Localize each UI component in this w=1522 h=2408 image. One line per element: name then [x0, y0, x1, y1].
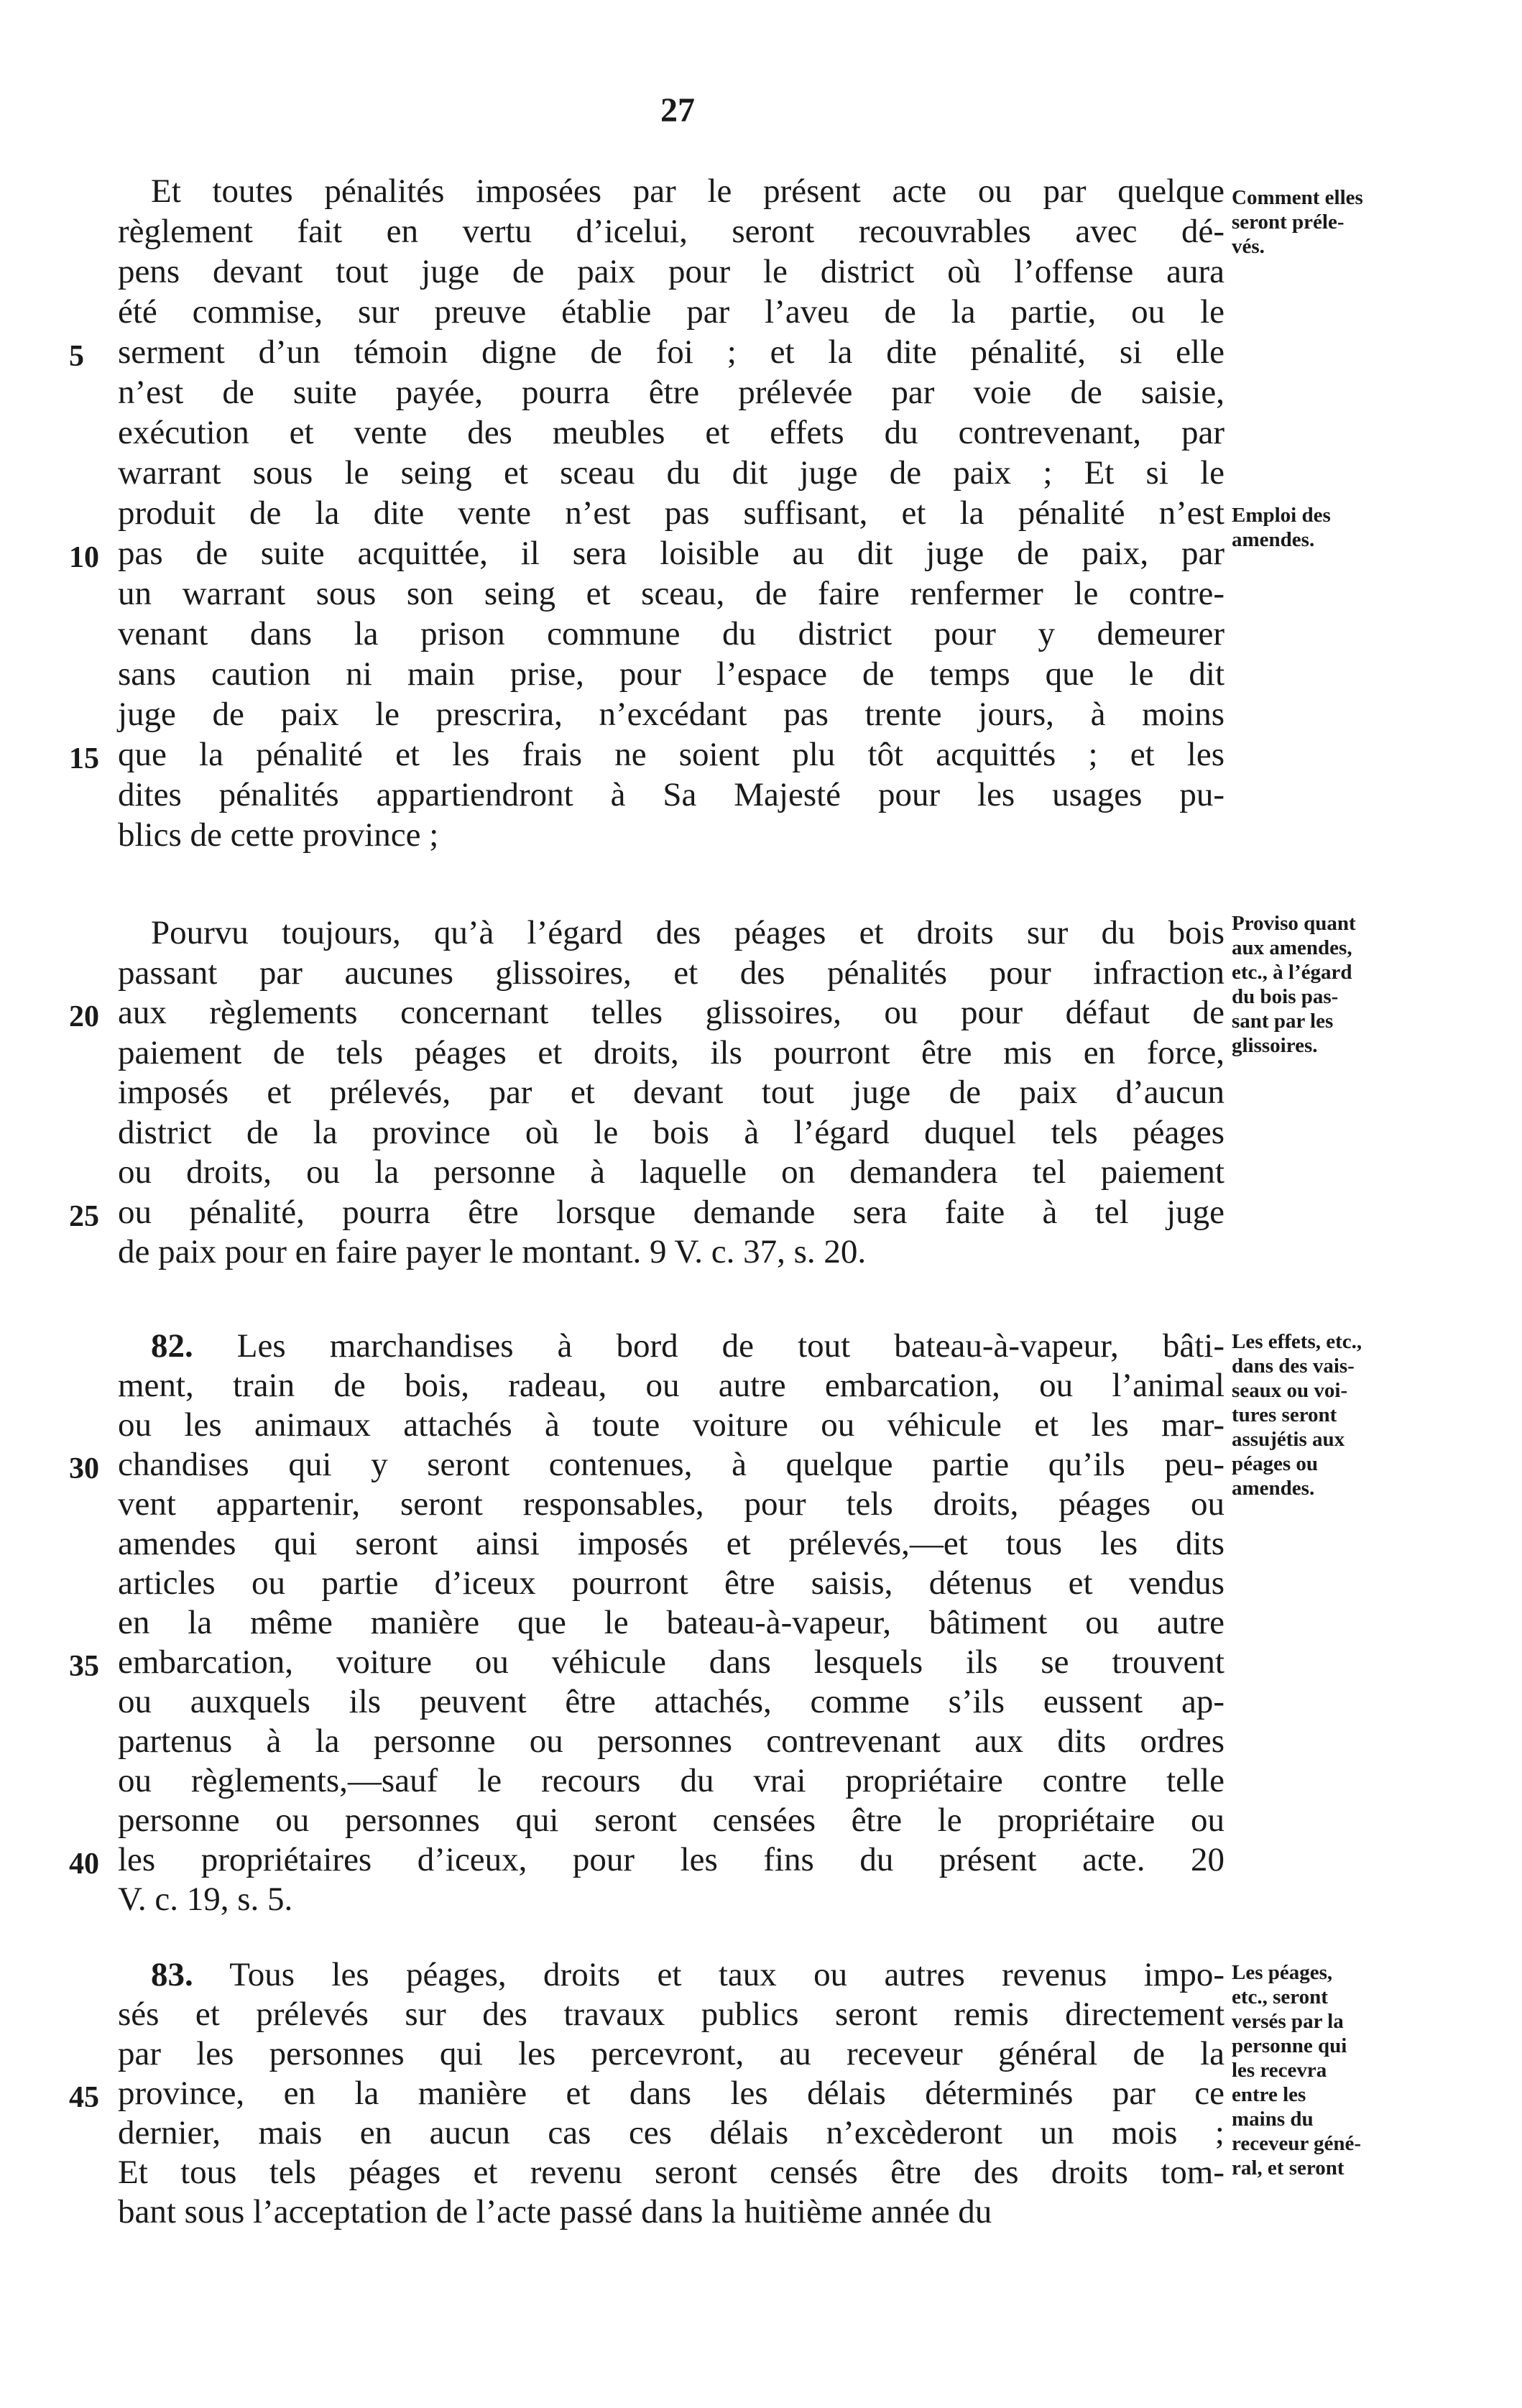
text-line: ou auxquels ils peuvent être attachés, comme s’ils eussent ap-	[118, 1683, 1224, 1720]
margin-note-line: mains du	[1232, 2108, 1314, 2131]
margin-note-line: tures seront	[1232, 1403, 1337, 1426]
margin-note	[1232, 185, 1440, 259]
margin-note-line: seront préle-	[1232, 211, 1345, 234]
margin-note-line: Comment elles	[1232, 186, 1363, 209]
section-number: 83.	[151, 1956, 193, 1993]
margin-note-line: ral, et seront	[1232, 2156, 1345, 2179]
text-line: aux règlements concernant telles glissoires, ou pour défaut de	[118, 994, 1224, 1031]
text-line: embarcation, voiture ou véhicule dans lesquels ils se trouvent	[118, 1643, 1224, 1681]
margin-note-line: péages ou	[1232, 1452, 1319, 1475]
text-line: province, en la manière et dans les délais déterminés par ce	[118, 2075, 1224, 2112]
line-number: 10	[69, 541, 99, 574]
text-line: en la même manière que le bateau-à-vapeur, bâtiment ou autre	[118, 1604, 1224, 1641]
text-line: pas de suite acquittée, il sera loisible au dit juge de paix, par	[118, 535, 1224, 572]
margin-note-line: receveur géné-	[1232, 2132, 1362, 2155]
margin-note-line: amendes.	[1232, 1477, 1315, 1500]
text-line: ou pénalité, pourra être lorsque demande sera faite à tel juge	[118, 1193, 1224, 1231]
text-line: de paix pour en faire payer le montant. 9 V. c. 37, s. 20.	[118, 1233, 867, 1270]
line-number: 20	[69, 1000, 99, 1033]
line-number: 25	[69, 1199, 99, 1233]
margin-note-line: assujétis aux	[1232, 1428, 1345, 1451]
margin-note-line: les recevra	[1232, 2059, 1327, 2082]
margin-note	[1232, 1329, 1440, 1500]
section-number: 82.	[151, 1327, 193, 1365]
text-line: Et tous tels péages et revenu seront censés être des droits tom-	[118, 2154, 1224, 2191]
text-line: warrant sous le seing et sceau du dit juge de paix ; Et si le	[118, 454, 1224, 492]
text-line: passant par aucunes glissoires, et des pénalités pour infraction	[118, 954, 1224, 992]
text-line: partenus à la personne ou personnes contrevenant aux dits ordres	[118, 1722, 1224, 1760]
text-line: blics de cette province ;	[118, 816, 439, 854]
text-line: district de la province où le bois à l’égard duquel tels péages	[118, 1113, 1224, 1151]
text-line: V. c. 19, s. 5.	[118, 1881, 293, 1918]
margin-note-line: Emploi des	[1232, 504, 1331, 527]
margin-note-line: Les péages,	[1232, 1961, 1333, 1984]
line-number: 30	[69, 1452, 99, 1485]
text-line: personne ou personnes qui seront censées être le propriétaire ou	[118, 1802, 1224, 1839]
text-line: pens devant tout juge de paix pour le district où l’offense aura	[118, 253, 1224, 290]
margin-note-line: du bois pas-	[1232, 985, 1339, 1008]
margin-note-line: etc., à l’égard	[1232, 961, 1352, 984]
text-line: ou règlements,—sauf le recours du vrai propriétaire contre telle	[118, 1762, 1224, 1799]
text-line-content: Tous les péages, droits et taux ou autres revenus impo-	[193, 1956, 1224, 1993]
margin-note	[1232, 1960, 1440, 2180]
line-number: 40	[69, 1847, 99, 1881]
text-line: un warrant sous son seing et sceau, de faire renfermer le contre-	[118, 575, 1224, 612]
margin-note-line: Les effets, etc.,	[1232, 1330, 1362, 1353]
margin-note-line: amendes.	[1232, 528, 1315, 551]
text-line: vent appartenir, seront responsables, pour tels droits, péages ou	[118, 1485, 1224, 1523]
page-number: 27	[660, 91, 695, 129]
text-line: les propriétaires d’iceux, pour les fins du présent acte. 20	[118, 1841, 1224, 1878]
text-line: produit de la dite vente n’est pas suffisant, et la pénalité n’est	[118, 494, 1224, 532]
text-line: juge de paix le prescrira, n’excédant pas trente jours, à moins	[118, 696, 1224, 733]
text-line: dites pénalités appartiendront à Sa Majesté pour les usages pu-	[118, 776, 1224, 813]
margin-note-line: etc., seront	[1232, 1985, 1328, 2008]
text-line: été commise, sur preuve établie par l’aveu de la partie, ou le	[118, 293, 1224, 331]
line-number: 5	[69, 340, 84, 373]
text-line: chandises qui y seront contenues, à quelque partie qu’ils peu-	[118, 1446, 1224, 1483]
text-line: exécution et vente des meubles et effets du contrevenant, par	[118, 414, 1224, 451]
text-line: ou les animaux attachés à toute voiture ou véhicule et les mar-	[118, 1406, 1224, 1444]
margin-note-line: versés par la	[1232, 2010, 1344, 2033]
text-line: que la pénalité et les frais ne soient plu tôt acquittés ; et les	[118, 736, 1224, 773]
text-line: serment d’un témoin digne de foi ; et la dite pénalité, si elle	[118, 333, 1224, 371]
line-number: 15	[69, 742, 99, 775]
text-line: règlement fait en vertu d’icelui, seront recouvrables avec dé-	[118, 213, 1224, 250]
margin-note	[1232, 503, 1440, 552]
text-line: Pourvu toujours, qu’à l’égard des péages et droits sur du bois	[151, 914, 1224, 951]
margin-note-line: sant par les	[1232, 1010, 1334, 1033]
text-line: dernier, mais en aucun cas ces délais n’excèderont un mois ;	[118, 2114, 1224, 2151]
text-line: paiement de tels péages et droits, ils pourront être mis en force,	[118, 1033, 1224, 1071]
text-line: ment, train de bois, radeau, ou autre embarcation, ou l’animal	[118, 1367, 1224, 1404]
text-line: Et toutes pénalités imposées par le présent acte ou par quelque	[151, 172, 1224, 210]
text-line: ou droits, ou la personne à laquelle on demandera tel paiement	[118, 1153, 1224, 1191]
text-line-content: Les marchandises à bord de tout bateau-à-vapeur, bâti-	[193, 1327, 1224, 1365]
text-line: imposés et prélevés, par et devant tout juge de paix d’aucun	[118, 1074, 1224, 1111]
margin-note-line: glissoires.	[1232, 1034, 1318, 1057]
text-line: venant dans la prison commune du district pour y demeurer	[118, 615, 1224, 652]
line-number: 35	[69, 1650, 99, 1683]
text-line	[118, 1955, 1224, 1995]
margin-note-line: dans des vais-	[1232, 1355, 1355, 1378]
text-line: n’est de suite payée, pourra être prélevée par voie de saisie,	[118, 374, 1224, 411]
line-number: 45	[69, 2081, 99, 2114]
text-line: par les personnes qui les percevront, au receveur général de la	[118, 2035, 1224, 2072]
text-line: amendes qui seront ainsi imposés et prélevés,—et tous les dits	[118, 1525, 1224, 1562]
margin-note-line: entre les	[1232, 2083, 1306, 2106]
margin-note-line: vés.	[1232, 235, 1265, 258]
margin-note-line: personne qui	[1232, 2034, 1347, 2057]
margin-note	[1232, 911, 1440, 1058]
margin-note-line: seaux ou voi-	[1232, 1379, 1348, 1402]
text-line: bant sous l’acceptation de l’acte passé dans la huitième année du	[118, 2193, 992, 2231]
margin-note-line: aux amendes,	[1232, 936, 1352, 959]
margin-note-line: Proviso quant	[1232, 912, 1356, 935]
text-line: articles ou partie d’iceux pourront être saisis, détenus et vendus	[118, 1564, 1224, 1602]
text-line: sés et prélevés sur des travaux publics seront remis directement	[118, 1996, 1224, 2033]
text-line	[118, 1326, 1224, 1366]
text-line: sans caution ni main prise, pour l’espace de temps que le dit	[118, 655, 1224, 693]
